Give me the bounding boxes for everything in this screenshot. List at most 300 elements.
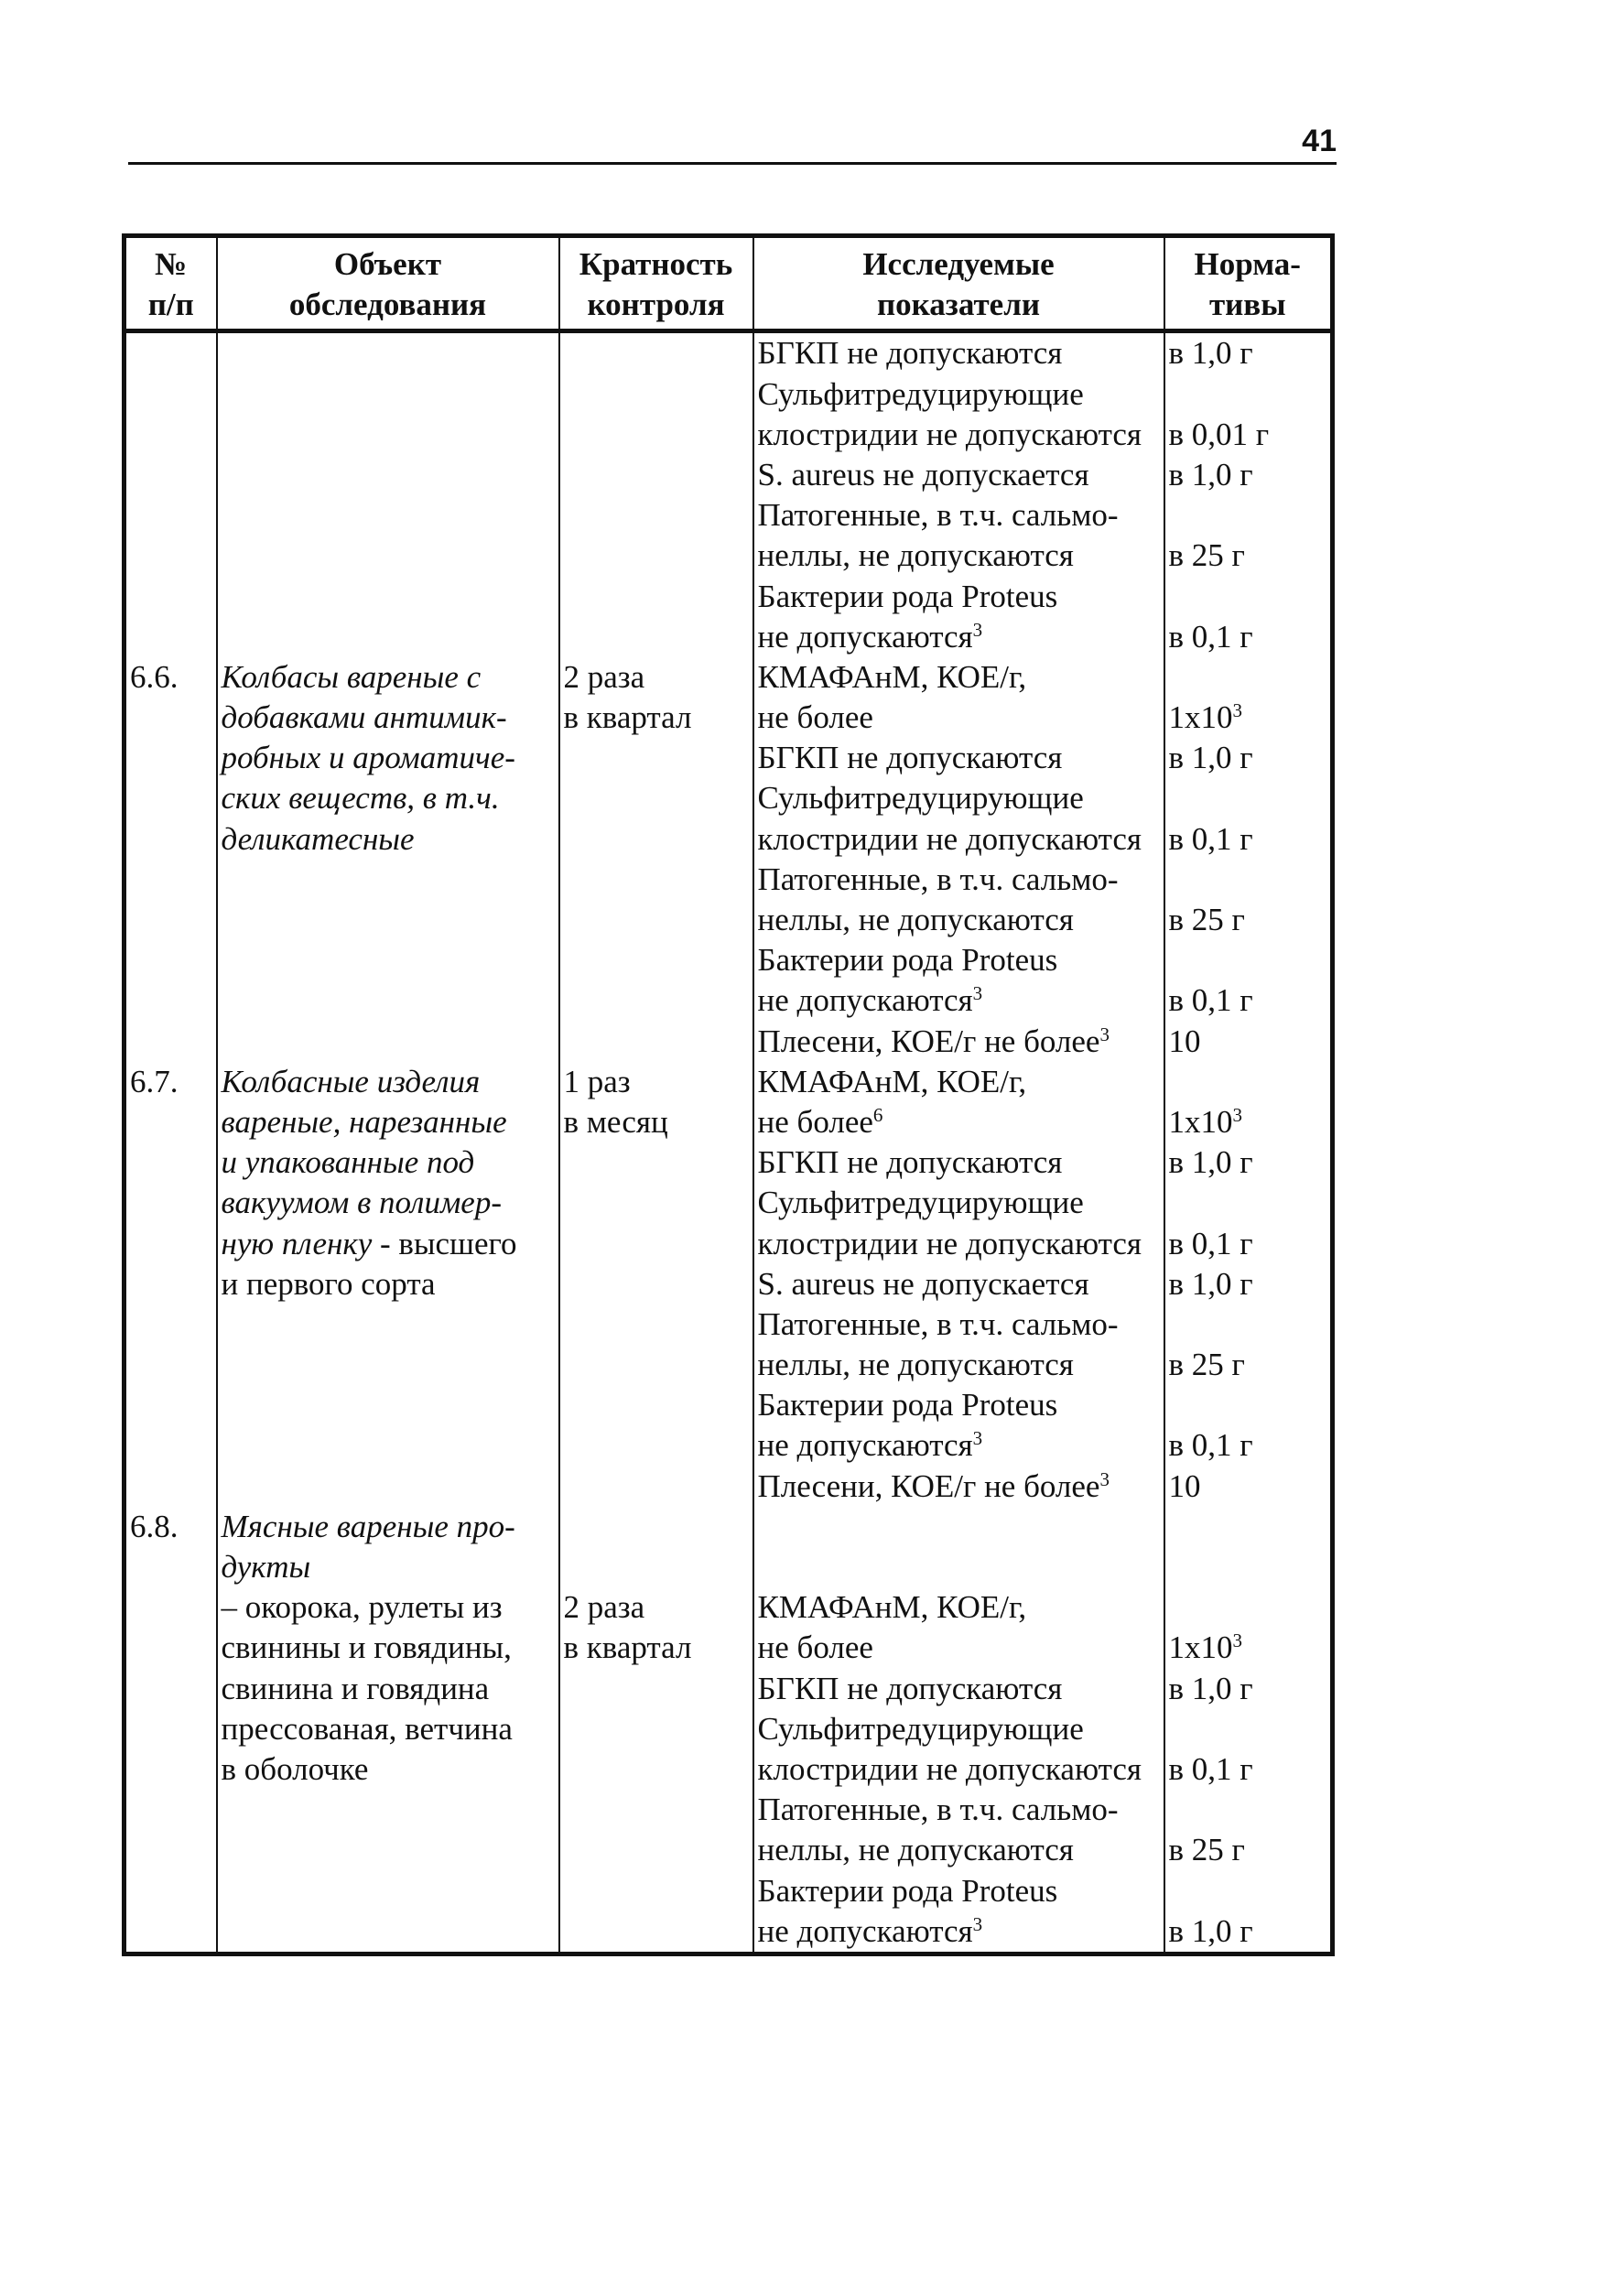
header-rule <box>128 162 1337 165</box>
norm-line-text: 10 <box>1168 1467 1201 1504</box>
object-line <box>222 1224 555 1264</box>
frequency-line <box>564 1709 749 1749</box>
footnote-mark: 3 <box>1099 1023 1110 1045</box>
norm-line-text: в 25 г <box>1168 537 1245 574</box>
header-num-line1: № <box>155 246 188 282</box>
frequency-line-text: в месяц <box>563 1103 668 1140</box>
object-line-tail: - высшего <box>372 1225 517 1261</box>
norm-line <box>1169 738 1327 778</box>
indicator-line-text: БГКП не допускаются <box>757 740 1063 776</box>
header-object-line1: Объект <box>333 246 442 282</box>
indicator-line <box>758 1264 1160 1304</box>
norm-line <box>1169 1062 1327 1102</box>
row-number <box>130 980 212 1021</box>
frequency-line-text: 2 раза <box>563 1589 645 1626</box>
object-line-text: свинина и говядина <box>221 1670 490 1706</box>
row-number-text: 6.8. <box>130 1508 179 1544</box>
frequency-line <box>564 860 749 900</box>
indicator-line <box>758 900 1160 940</box>
frequency-line <box>564 738 749 778</box>
frequency-line <box>564 1830 749 1870</box>
object-line-text: вакуумом в полимер- <box>221 1185 502 1221</box>
indicator-line-text: Плесени, КОЕ/г не более <box>757 1023 1100 1059</box>
norm-line-text: в 1,0 г <box>1168 1912 1253 1949</box>
frequency-line <box>564 1142 749 1183</box>
frequency-line <box>564 577 749 617</box>
frequency-line <box>564 495 749 536</box>
object-line <box>222 1345 555 1385</box>
norm-line <box>1169 698 1327 738</box>
indicator-line <box>758 1669 1160 1709</box>
frequency-line-text: 2 раза <box>563 658 645 695</box>
object-line <box>222 1507 555 1547</box>
norm-line <box>1169 1022 1327 1062</box>
object-line-text: Колбасы вареные с <box>221 658 482 695</box>
indicator-line-text: Сульфитредуцирующие <box>757 375 1084 412</box>
norm-line <box>1169 860 1327 900</box>
frequency-line <box>564 819 749 860</box>
norm-line <box>1169 819 1327 860</box>
norm-line <box>1169 374 1327 415</box>
norm-line <box>1169 1304 1327 1345</box>
row-number <box>130 495 212 536</box>
norm-line-text: в 1,0 г <box>1168 1670 1253 1706</box>
indicator-line <box>758 1587 1160 1628</box>
row-number <box>130 738 212 778</box>
norm-line-text: в 1,0 г <box>1168 335 1253 372</box>
norm-line <box>1169 617 1327 657</box>
object-line <box>222 1547 555 1587</box>
frequency-line-text: в квартал <box>563 1629 692 1666</box>
norm-line <box>1169 495 1327 536</box>
header-norms-line2: тивы <box>1208 287 1286 323</box>
indicator-line <box>758 1102 1160 1142</box>
indicator-line <box>758 333 1160 373</box>
norm-line <box>1169 1587 1327 1628</box>
column-frequency <box>559 331 753 1954</box>
row-number <box>130 1022 212 1062</box>
frequency-line <box>564 1669 749 1709</box>
norm-line <box>1169 333 1327 373</box>
indicator-line <box>758 1062 1160 1102</box>
row-number <box>130 1062 212 1102</box>
footnote-mark: 3 <box>972 618 983 641</box>
header-num-line2: п/п <box>147 287 194 323</box>
frequency-line <box>564 1345 749 1385</box>
norm-line-text: в 1,0 г <box>1168 1265 1253 1302</box>
indicator-line <box>758 940 1160 980</box>
norm-line-text: в 25 г <box>1168 902 1245 937</box>
object-line <box>222 1628 555 1668</box>
object-line-text: ских веществ, в т.ч. <box>221 780 500 817</box>
row-number <box>130 1669 212 1709</box>
norm-line <box>1169 1425 1327 1466</box>
frequency-line <box>564 374 749 415</box>
norm-line-text: 1x10 <box>1168 1103 1233 1140</box>
header-num <box>125 236 217 331</box>
indicator-line <box>758 778 1160 818</box>
norm-line <box>1169 1669 1327 1709</box>
norm-line-text: 1x10 <box>1168 699 1233 736</box>
norm-line <box>1169 1264 1327 1304</box>
frequency-line <box>564 1062 749 1102</box>
indicator-line-text: клостридии не допускаются <box>757 416 1142 452</box>
indicator-line <box>758 657 1160 698</box>
indicator-line <box>758 1467 1160 1507</box>
norm-line <box>1169 1709 1327 1749</box>
object-line <box>222 1871 555 1911</box>
indicator-line-text: неллы, не допускаются <box>757 1347 1074 1383</box>
frequency-line <box>564 1022 749 1062</box>
indicator-line-text: Сульфитредуцирующие <box>757 1185 1084 1221</box>
norm-line-text: в 0,1 г <box>1168 618 1253 655</box>
indicator-line <box>758 495 1160 536</box>
object-line <box>222 495 555 536</box>
row-number <box>130 1830 212 1870</box>
object-line <box>222 1709 555 1749</box>
norm-line <box>1169 1385 1327 1425</box>
row-number <box>130 374 212 415</box>
object-line <box>222 819 555 860</box>
object-line <box>222 333 555 373</box>
frequency-line <box>564 1183 749 1223</box>
object-line-text: Колбасные изделия <box>221 1063 481 1099</box>
row-number <box>130 1102 212 1142</box>
row-number <box>130 536 212 576</box>
frequency-line <box>564 1871 749 1911</box>
norm-line <box>1169 1183 1327 1223</box>
norm-line <box>1169 1871 1327 1911</box>
row-number-text: 6.7. <box>130 1063 179 1099</box>
row-number <box>130 1709 212 1749</box>
indicator-line <box>758 1749 1160 1790</box>
norm-line <box>1169 1142 1327 1183</box>
norm-line-text: в 1,0 г <box>1168 740 1253 776</box>
indicator-line <box>758 1022 1160 1062</box>
indicator-line-text: не допускаются <box>757 1912 973 1949</box>
frequency-line <box>564 1385 749 1425</box>
frequency-line <box>564 940 749 980</box>
norm-line <box>1169 900 1327 940</box>
indicator-line <box>758 1304 1160 1345</box>
indicator-line <box>758 536 1160 576</box>
indicator-line-text: БГКП не допускаются <box>757 1670 1063 1706</box>
object-line-text: добавками антимик- <box>221 699 507 736</box>
indicator-line-text: Патогенные, в т.ч. сальмо- <box>757 1305 1119 1342</box>
row-number <box>130 617 212 657</box>
object-line <box>222 1911 555 1952</box>
norm-line-text: в 25 г <box>1168 1347 1245 1383</box>
column-object <box>217 331 559 1954</box>
object-line-text: прессованая, ветчина <box>221 1710 513 1747</box>
exponent: 3 <box>1232 1103 1242 1126</box>
indicator-line <box>758 1385 1160 1425</box>
column-number <box>125 331 217 1954</box>
norm-line <box>1169 778 1327 818</box>
indicator-line <box>758 415 1160 455</box>
footnote-mark: 3 <box>1099 1467 1110 1490</box>
object-line <box>222 778 555 818</box>
object-line <box>222 940 555 980</box>
indicator-line-text: Бактерии рода Proteus <box>757 578 1058 614</box>
norm-line <box>1169 1749 1327 1790</box>
indicator-line <box>758 1790 1160 1830</box>
norm-line <box>1169 980 1327 1021</box>
row-number <box>130 577 212 617</box>
object-line-text: и первого сорта <box>221 1265 436 1302</box>
norm-line <box>1169 455 1327 495</box>
row-number <box>130 1790 212 1830</box>
object-line <box>222 455 555 495</box>
norm-line <box>1169 1790 1327 1830</box>
row-number <box>130 778 212 818</box>
indicator-line-text: Патогенные, в т.ч. сальмо- <box>757 861 1119 897</box>
indicator-line-text: клостридии не допускаются <box>757 1750 1142 1787</box>
column-norms <box>1164 331 1333 1954</box>
frequency-line <box>564 455 749 495</box>
frequency-line-text: 1 раз <box>563 1063 631 1099</box>
row-number <box>130 1628 212 1668</box>
frequency-line <box>564 1467 749 1507</box>
norms-table <box>122 233 1335 1956</box>
object-line <box>222 577 555 617</box>
row-number <box>130 415 212 455</box>
object-line <box>222 657 555 698</box>
object-line <box>222 1062 555 1102</box>
header-frequency-line1: Кратность <box>579 246 733 282</box>
indicator-line-text: неллы, не допускаются <box>757 537 1074 574</box>
object-line <box>222 738 555 778</box>
object-line-text: деликатесные <box>221 820 415 857</box>
object-line <box>222 1669 555 1709</box>
object-line <box>222 860 555 900</box>
frequency-line-text: в квартал <box>563 699 692 736</box>
frequency-line <box>564 980 749 1021</box>
object-line-text: и упакованные под <box>221 1144 475 1181</box>
indicator-line <box>758 698 1160 738</box>
object-line <box>222 1587 555 1628</box>
frequency-line <box>564 617 749 657</box>
indicator-line <box>758 1425 1160 1466</box>
object-line <box>222 1183 555 1223</box>
indicator-line <box>758 455 1160 495</box>
object-line <box>222 415 555 455</box>
object-line <box>222 536 555 576</box>
footnote-mark: 3 <box>972 1912 983 1935</box>
norm-line-text: в 1,0 г <box>1168 1144 1253 1181</box>
indicator-line <box>758 1345 1160 1385</box>
object-line <box>222 1790 555 1830</box>
row-number <box>130 1425 212 1466</box>
row-number <box>130 1547 212 1587</box>
frequency-line <box>564 1547 749 1587</box>
indicator-line <box>758 1183 1160 1223</box>
object-line <box>222 1467 555 1507</box>
norm-line <box>1169 1102 1327 1142</box>
row-number <box>130 1871 212 1911</box>
row-number <box>130 1385 212 1425</box>
object-line <box>222 900 555 940</box>
indicator-line <box>758 1142 1160 1183</box>
norm-line <box>1169 657 1327 698</box>
indicator-line <box>758 1507 1160 1547</box>
frequency-line <box>564 333 749 373</box>
object-line-text: дукты <box>221 1549 311 1585</box>
object-line <box>222 1385 555 1425</box>
row-number <box>130 698 212 738</box>
norm-line <box>1169 1224 1327 1264</box>
indicator-line-text: БГКП не допускаются <box>757 335 1063 372</box>
indicator-line <box>758 1911 1160 1952</box>
indicator-line-text: КМАФАнМ, КОЕ/г, <box>757 1589 1027 1626</box>
frequency-line <box>564 1790 749 1830</box>
norm-line <box>1169 1830 1327 1870</box>
indicator-line-text: S. aureus не допускается <box>757 456 1089 493</box>
indicator-line-text: не допускаются <box>757 1427 973 1464</box>
indicator-line <box>758 1709 1160 1749</box>
indicator-line-text: не допускаются <box>757 982 973 1019</box>
object-line <box>222 980 555 1021</box>
indicator-line-text: КМАФАнМ, КОЕ/г, <box>757 1063 1027 1099</box>
header-norms <box>1164 236 1333 331</box>
object-line <box>222 1142 555 1183</box>
object-line-text: Мясные вареные про- <box>221 1508 515 1544</box>
indicator-line-text: Патогенные, в т.ч. сальмо- <box>757 497 1119 534</box>
norm-line <box>1169 577 1327 617</box>
object-line <box>222 1264 555 1304</box>
object-line <box>222 617 555 657</box>
header-object-line2: обследования <box>288 287 487 323</box>
row-number <box>130 1587 212 1628</box>
header-indicators <box>753 236 1164 331</box>
row-number <box>130 1304 212 1345</box>
frequency-line <box>564 1224 749 1264</box>
object-line-text: в оболочке <box>221 1750 369 1787</box>
norm-line <box>1169 940 1327 980</box>
object-line-text: свинины и говядины, <box>221 1629 512 1666</box>
header-norms-line1: Норма- <box>1194 246 1301 282</box>
frequency-line <box>564 1102 749 1142</box>
object-line <box>222 374 555 415</box>
indicator-line <box>758 1547 1160 1587</box>
frequency-line <box>564 900 749 940</box>
object-line <box>222 1022 555 1062</box>
indicator-line <box>758 1830 1160 1870</box>
column-indicators <box>753 331 1164 1954</box>
frequency-line <box>564 415 749 455</box>
object-line <box>222 698 555 738</box>
indicator-line <box>758 617 1160 657</box>
frequency-line <box>564 1425 749 1466</box>
object-line-text: вареные, нарезанные <box>221 1103 507 1140</box>
table-header-row <box>125 236 1333 331</box>
indicator-line-text: Патогенные, в т.ч. сальмо- <box>757 1791 1119 1828</box>
row-number <box>130 1264 212 1304</box>
indicator-line-text: Плесени, КОЕ/г не более <box>757 1467 1100 1504</box>
indicator-line-text: Сульфитредуцирующие <box>757 780 1084 817</box>
norm-line <box>1169 536 1327 576</box>
row-number <box>130 1467 212 1507</box>
indicator-line-text: не допускаются <box>757 618 973 655</box>
norm-line-text: в 0,1 г <box>1168 820 1253 857</box>
indicator-line <box>758 1628 1160 1668</box>
norm-line-text: 10 <box>1168 1023 1201 1059</box>
indicator-line-text: Сульфитредуцирующие <box>757 1710 1084 1747</box>
frequency-line <box>564 1507 749 1547</box>
table-body-row <box>125 331 1333 1954</box>
indicator-line <box>758 374 1160 415</box>
object-line <box>222 1749 555 1790</box>
row-number <box>130 900 212 940</box>
norm-line-text: в 25 г <box>1168 1832 1245 1868</box>
footnote-mark: 3 <box>972 1427 983 1450</box>
norm-line <box>1169 1911 1327 1952</box>
frequency-line <box>564 1304 749 1345</box>
norm-line <box>1169 1345 1327 1385</box>
indicator-line-text: не более <box>757 699 873 736</box>
indicator-line-text: неллы, не допускаются <box>757 902 1074 937</box>
object-line <box>222 1102 555 1142</box>
row-number <box>130 657 212 698</box>
row-number <box>130 1345 212 1385</box>
norm-line-text: в 1,0 г <box>1168 456 1253 493</box>
indicator-line <box>758 738 1160 778</box>
object-line-text: ную пленку <box>221 1225 373 1261</box>
header-indicators-line2: показатели <box>877 287 1040 323</box>
norm-line <box>1169 1467 1327 1507</box>
row-number <box>130 333 212 373</box>
indicator-line <box>758 1871 1160 1911</box>
indicator-line <box>758 980 1160 1021</box>
frequency-line <box>564 1264 749 1304</box>
indicator-line-text: Бактерии рода Proteus <box>757 1387 1058 1423</box>
row-number <box>130 819 212 860</box>
norm-line-text: 1x10 <box>1168 1629 1233 1666</box>
indicator-line <box>758 1224 1160 1264</box>
norm-line <box>1169 1547 1327 1587</box>
frequency-line <box>564 698 749 738</box>
header-frequency <box>559 236 753 331</box>
page-number: 41 <box>1302 124 1337 158</box>
indicator-line-text: клостридии не допускаются <box>757 1225 1142 1261</box>
indicator-line <box>758 577 1160 617</box>
norm-line-text: в 0,1 г <box>1168 1427 1253 1464</box>
frequency-line <box>564 657 749 698</box>
exponent: 3 <box>1232 699 1242 722</box>
footnote-mark: 3 <box>972 982 983 1005</box>
row-number <box>130 1507 212 1547</box>
norm-line <box>1169 1507 1327 1547</box>
frequency-line <box>564 1587 749 1628</box>
header-object <box>217 236 559 331</box>
indicator-line-text: Бактерии рода Proteus <box>757 942 1058 979</box>
frequency-line <box>564 1911 749 1952</box>
object-line-text: робных и ароматиче- <box>221 740 515 776</box>
row-number <box>130 1749 212 1790</box>
row-number <box>130 455 212 495</box>
indicator-line-text: не более <box>757 1629 873 1666</box>
row-number <box>130 860 212 900</box>
indicator-line-text: клостридии не допускаются <box>757 820 1142 857</box>
norm-line-text: в 0,01 г <box>1168 416 1270 452</box>
frequency-line <box>564 1749 749 1790</box>
norm-line <box>1169 1628 1327 1668</box>
indicator-line-text: Бактерии рода Proteus <box>757 1872 1058 1909</box>
norm-line-text: в 0,1 г <box>1168 1750 1253 1787</box>
row-number <box>130 1183 212 1223</box>
indicator-line-text: S. aureus не допускается <box>757 1265 1089 1302</box>
row-number <box>130 1142 212 1183</box>
